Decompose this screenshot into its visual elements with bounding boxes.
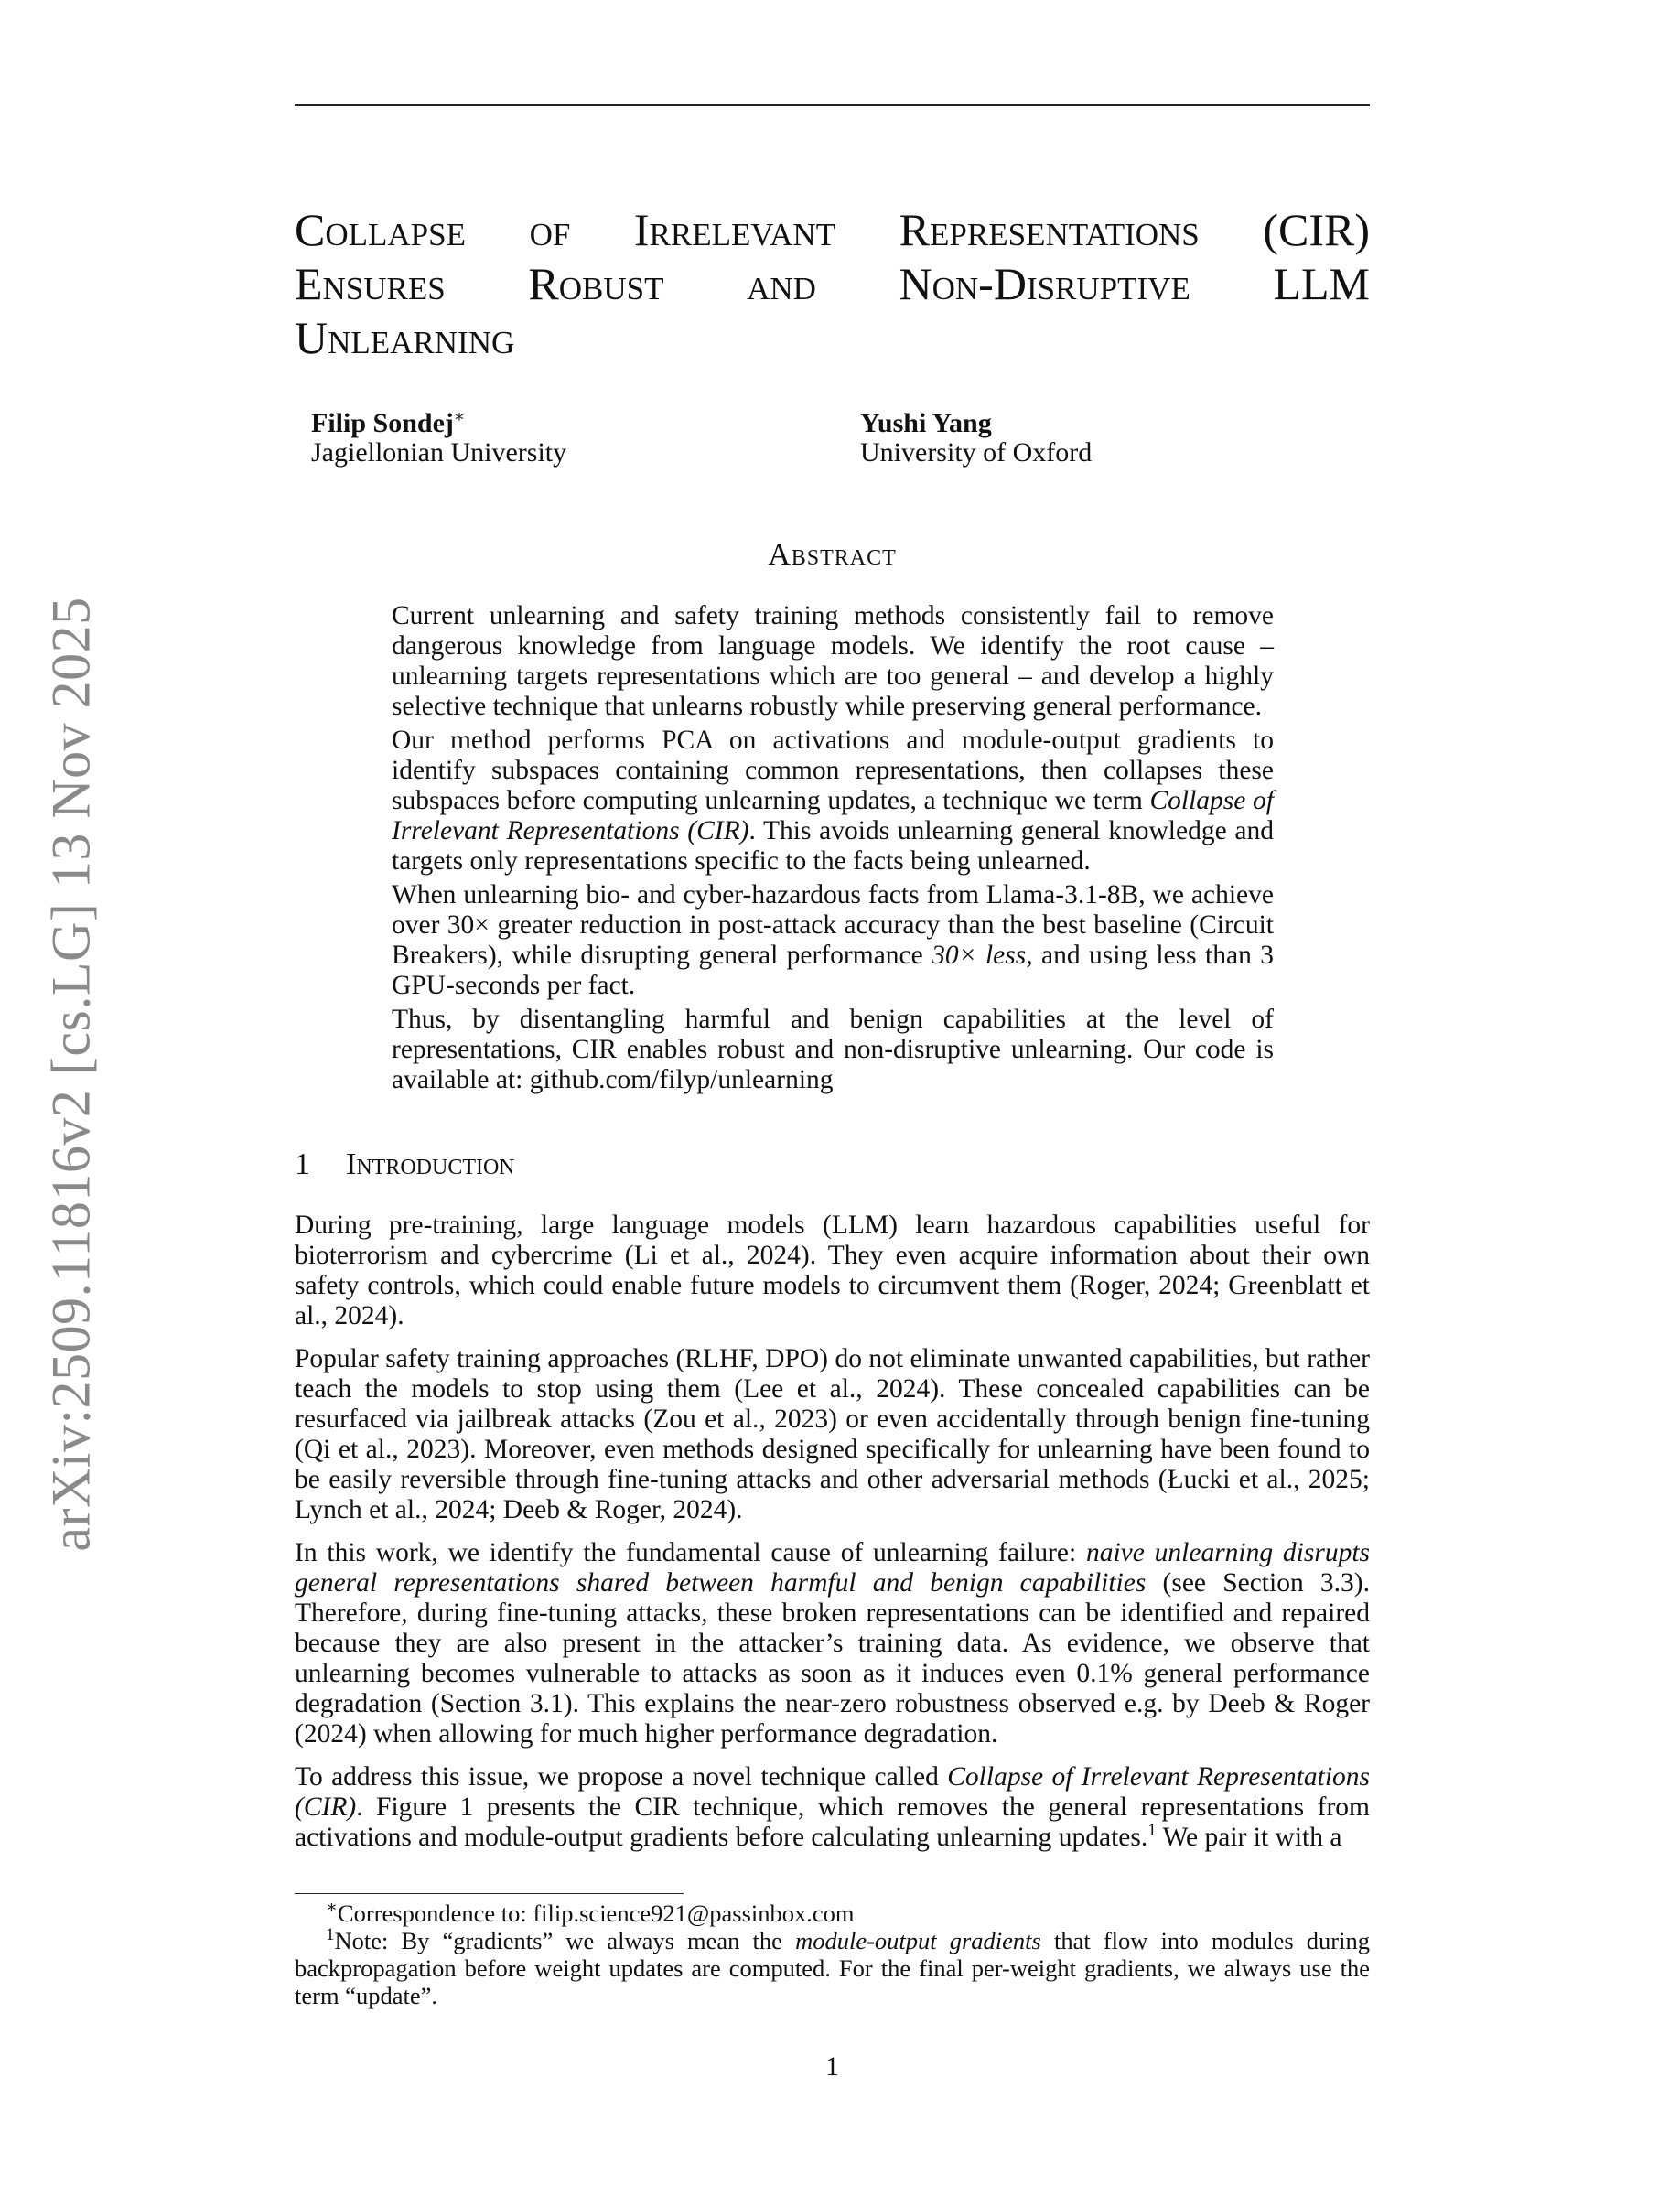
text-run: When unlearning bio- and cyber-hazardous facts from Llama-3.1-8B, we achieve over 30× greater reduction in post-attack accuracy than the best baseline (Circuit Breakers), while disrupting general performance [392,879,1274,970]
abstract-paragraph [392,726,1274,877]
abstract-paragraph [392,601,1274,722]
footnote-marker: 1 [326,1925,335,1945]
emphasized-text: module-output gradients [795,1927,1041,1954]
title-line-1: Collapse of Irrelevant Representations (CIR) [295,203,1370,255]
emphasized-text: 30× less [932,940,1027,970]
author-1 [311,406,860,468]
emphasized-text: naive unlearning disrupts general representations shared between harmful and benign capabilities [295,1537,1371,1598]
footnote-marker: 1 [1147,1820,1157,1840]
author-affiliation: University of Oxford [860,436,1093,468]
text-run: To address this issue, we propose a novel technique called [295,1761,948,1792]
author-2 [860,409,1092,468]
title-line-3: Unlearning [295,311,515,363]
text-run: Current unlearning and safety training methods consistently fail to remove dangerous knowledge from language models. We identify the root cause – unlearning targets representations which are too general – and develop a highly selective technique that unlearns robustly while preserving general performance. [392,600,1274,721]
arxiv-identifier-stamp: arXiv:2509.11816v2 [cs.LG] 13 Nov 2025 [40,597,102,1552]
top-rule [295,104,1370,106]
introduction-body [295,1211,1370,1866]
author-name: Yushi Yang [860,407,992,438]
abstract-paragraph [392,1005,1274,1095]
abstract-body [392,601,1274,1099]
emphasized-text: Collapse of Irrelevant Representations (CIR) [392,785,1274,845]
text-run: We pair it with a [1156,1822,1342,1852]
text-run: , and using less than 3 GPU-seconds per fact. [392,940,1274,1000]
text-run: (see Section 3.3). Therefore, during fine-tuning attacks, these broken representations can be identified and repaired because they are also present in the attacker’s training data. As evidence, we observe that unlearning becomes vulnerable to attacks as soon as it induces even 0.1% general performance degradation (Section 3.1). This explains the near-zero robustness observed e.g. by Deeb & Roger (2024) when allowing for much higher performance degradation. [295,1567,1370,1749]
correspondence-mark: ∗ [453,406,466,425]
title-line-2: Ensures Robust and Non-Disruptive LLM [295,257,1370,309]
section-number: 1 [295,1146,310,1181]
text-run: . Figure 1 presents the CIR technique, which removes the general representations from activations and module-output gradients before calculating unlearning updates. [295,1792,1370,1852]
body-paragraph [295,1762,1370,1853]
body-paragraph [295,1211,1370,1331]
footnote-block [295,1866,1370,2010]
abstract-heading: Abstract [768,537,897,572]
text-run: Note: By “gradients” we always mean the [334,1927,796,1954]
page-number: 1 [825,2051,839,2082]
text-run: Correspondence to: filip.science921@passinbox.com [337,1900,855,1927]
footnote-marker: ∗ [326,1898,338,1918]
footnote [295,1900,1370,1927]
author-name: Filip Sondej [311,407,454,438]
text-run: Thus, by disentangling harmful and benign capabilities at the level of representations, CIR enables robust and non-disruptive unlearning. Our code is available at: github.com/filyp/unlearning [392,1004,1274,1094]
paper-page [295,0,1370,2185]
section-heading [295,1146,1370,1183]
text-run: Popular safety training approaches (RLHF, DPO) do not eliminate unwanted capabilities, but rather teach the models to stop using them (Lee et al., 2024). These concealed capabilities can be resurfaced via jailbreak attacks (Zou et al., 2023) or even accidentally through benign fine-tuning (Qi et al., 2023). Moreover, even methods designed specifically for unlearning have been found to be easily reversible through fine-tuning attacks and other adversarial methods (Łucki et al., 2025; Lynch et al., 2024; Deeb & Roger, 2024). [295,1343,1370,1524]
author-affiliation: Jagiellonian University [311,436,567,468]
text-run: . This avoids unlearning general knowledge and targets only representations specific to the facts being unlearned. [392,815,1274,876]
footnote [295,1927,1370,2009]
authors [295,406,1370,468]
text-run: In this work, we identify the fundamental cause of unlearning failure: [295,1537,1086,1567]
text-run: During pre-training, large language models (LLM) learn hazardous capabilities useful for bioterrorism and cybercrime (Li et al., 2024). They even acquire information about their own safety controls, which could enable future models to circumvent them (Roger, 2024; Greenblatt et al., 2024). [295,1210,1370,1330]
abstract-paragraph [392,880,1274,1001]
paper-title [295,203,1370,365]
footnote-rule [295,1893,684,1895]
section-title: Introduction [346,1146,515,1181]
footnotes [295,1900,1370,2009]
body-paragraph [295,1538,1370,1749]
text-run: that flow into modules during backpropagation before weight updates are computed. For the final per-weight gradients, we always use the term “update”. [295,1927,1370,2009]
body-paragraph [295,1344,1370,1525]
emphasized-text: Collapse of Irrelevant Representations (CIR) [295,1761,1370,1822]
text-run: Our method performs PCA on activations and module-output gradients to identify subspaces containing common representations, then collapses these subspaces before computing unlearning updates, a technique we term [392,725,1274,815]
